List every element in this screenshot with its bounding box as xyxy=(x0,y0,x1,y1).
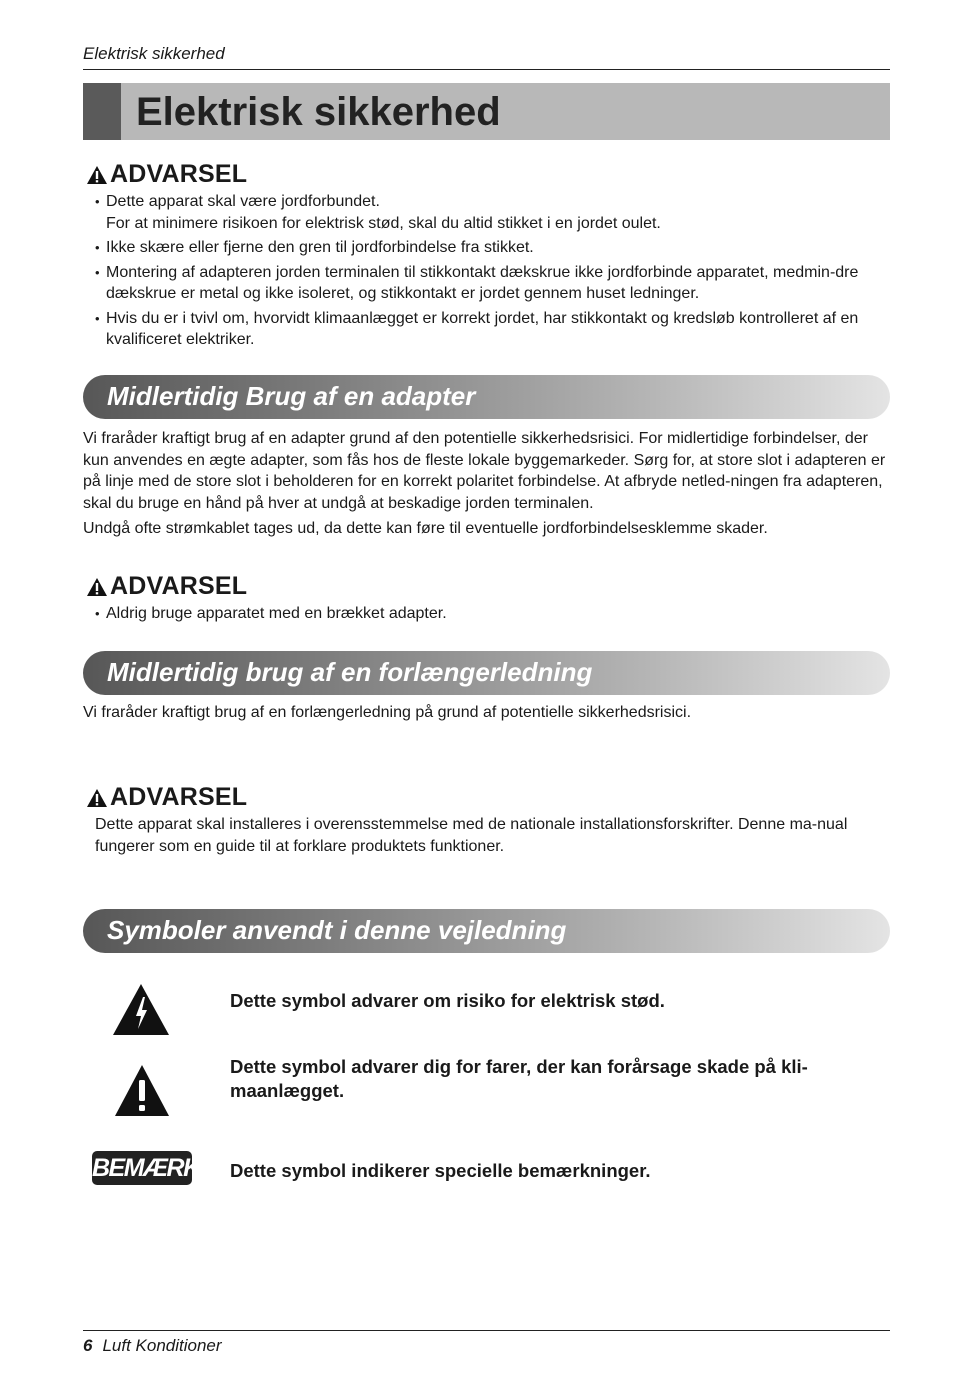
list-item xyxy=(95,191,895,234)
electric-shock-warning-icon xyxy=(112,983,170,1036)
warning-triangle-icon xyxy=(86,165,108,185)
symbol-description-shock: Dette symbol advarer om risiko for elektrisk stød. xyxy=(230,990,665,1011)
bemaerk-note-badge: BEMÆRK xyxy=(92,1151,192,1185)
warning-list-1 xyxy=(95,191,895,354)
exclamation-warning-icon xyxy=(114,1064,170,1117)
section-title-extension: Midlertidig brug af en forlængerledning xyxy=(107,657,593,687)
footer-product: Luft Konditioner xyxy=(102,1336,222,1355)
adapter-paragraph-2: Undgå ofte strømkablet tages ud, da dette kan føre til eventuelle jordforbindelsesklemme skader. xyxy=(83,520,768,537)
list-item: • Hvis du er i tvivl om, hvorvidt klimaanlægget er korrekt jordet, har stikkontakt og kredsløb kontrolleret af en kvalificeret elektriker. xyxy=(95,308,895,351)
section-title-adapter: Midlertidig Brug af en adapter xyxy=(107,381,476,411)
warning-heading-3 xyxy=(86,783,247,812)
page-title: Elektrisk sikkerhed xyxy=(136,90,501,134)
warning-text-3: Dette apparat skal installeres i overensstemmelse med de nationale installationsforskrifter. Denne ma-nual fungerer som en guide til at forklare produktets funktioner. xyxy=(95,816,848,855)
warning-triangle-icon xyxy=(86,577,108,597)
footer xyxy=(83,1336,222,1356)
section-title-symbols: Symboler anvendt i denne vejledning xyxy=(107,915,567,945)
list-item-text: Dette apparat skal være jordforbundet. xyxy=(106,193,380,210)
page-number: 6 xyxy=(83,1336,93,1355)
warning-heading-label: ADVARSEL xyxy=(110,160,248,188)
symbol-description-caution: Dette symbol advarer dig for farer, der kan forårsage skade på kli-maanlægget. xyxy=(230,1056,808,1101)
running-header: Elektrisk sikkerhed xyxy=(83,44,225,63)
extension-paragraph: Vi fraråder kraftigt brug af en forlængerledning på grund af potentielle sikkerhedsrisici. xyxy=(83,704,692,721)
warning-heading-1 xyxy=(86,160,247,189)
list-item: • Montering af adapteren jorden terminalen til stikkontakt dækskrue ikke jordforbinde apparatet, medmin-dre dækskrue er metal og ikke isoleret, og stikkontakt er jordet gennem huset ledninger. xyxy=(95,262,895,305)
adapter-paragraph-1: Vi fraråder kraftigt brug af en adapter grund af den potentielle sikkerhedsrisici. For midlertidige forbindelser, der kun anvendes en ægte adapter, som fås hos de fleste lokale byggemarkeder. Sørg for, at store slot i adapteren er på linje med de store slot i beholderen for en korrekt polaritet forbindelse. At afbryde netled-ningen fra adapteren, skal du bruge en hånd på hver at undgå at beskadige jorden terminalen. xyxy=(83,430,886,512)
symbol-description-note: Dette symbol indikerer specielle bemærkninger. xyxy=(230,1160,651,1181)
footer-rule xyxy=(83,1330,890,1331)
header-rule xyxy=(83,69,890,70)
list-item: • Ikke skære eller fjerne den gren til jordforbindelse fra stikket. xyxy=(95,237,895,259)
warning-triangle-icon xyxy=(86,788,108,808)
warning-list-2 xyxy=(95,603,895,628)
list-item-text: For at minimere risikoen for elektrisk stød, skal du altid stikket i en jordet oulet. xyxy=(106,214,661,232)
warning-heading-label: ADVARSEL xyxy=(110,783,248,811)
warning-heading-2 xyxy=(86,572,247,601)
list-item: • Aldrig bruge apparatet med en brækket adapter. xyxy=(95,603,895,625)
title-accent-block xyxy=(83,83,121,140)
warning-heading-label: ADVARSEL xyxy=(110,572,248,600)
